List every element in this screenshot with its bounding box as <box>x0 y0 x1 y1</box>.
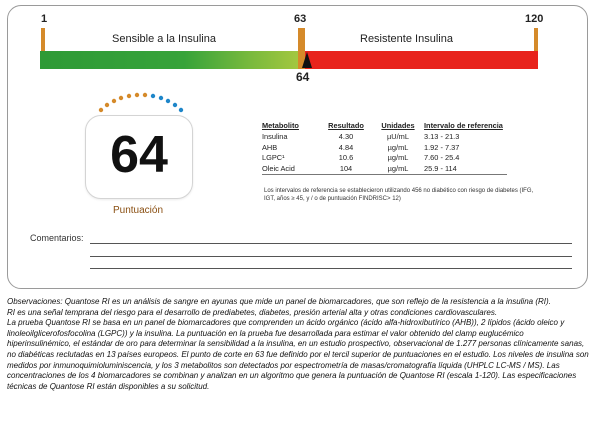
scale-max-label: 120 <box>525 13 544 25</box>
sensitive-zone-label: Sensible a la Insulina <box>112 33 216 45</box>
table-row <box>262 164 507 175</box>
comment-line <box>90 243 572 244</box>
resistant-zone-bar <box>305 51 538 69</box>
score-caption: Puntuación <box>112 205 164 216</box>
scale-threshold-label: 63 <box>294 13 307 25</box>
cell-unit: µg/mL <box>387 153 409 162</box>
scale-min-label: 1 <box>41 13 48 25</box>
observations-paragraph: Observaciones: Quantose RI es un análisis de sangre en ayunas que mide un panel de biomarcadores, que son reflejo de la resistencia a la insulina (RI). <box>7 297 551 306</box>
cell-metabolite: Insulina <box>262 132 288 141</box>
table-header-row <box>262 121 507 132</box>
score-arrow-icon <box>302 52 312 68</box>
cell-unit: µU/mL <box>387 132 409 141</box>
header-intervalo: Intervalo de referencia <box>424 121 503 130</box>
comment-line <box>90 268 572 269</box>
header-resultado: Resultado <box>328 121 364 130</box>
cell-reference: 7.60 - 25.4 <box>424 153 460 162</box>
cell-metabolite: LGPC¹ <box>262 153 285 162</box>
observations-text <box>7 297 589 392</box>
table-row <box>262 132 507 143</box>
header-unidades: Unidades <box>381 121 415 130</box>
cell-result: 10.6 <box>338 153 354 162</box>
cell-metabolite: Oleic Acid <box>262 164 320 175</box>
comments-label: Comentarios: <box>30 233 84 243</box>
score-box <box>85 115 193 199</box>
resistant-zone-label: Resistente Insulina <box>360 33 453 45</box>
sensitive-zone-bar <box>40 51 302 69</box>
cell-metabolite: AHB <box>262 142 278 152</box>
table-row <box>262 143 507 154</box>
cell-reference: 25.9 - 114 <box>424 164 507 175</box>
cell-result: 104 <box>320 164 376 175</box>
results-table <box>262 121 507 175</box>
reference-note: Los intervalos de referencia se establecieron utilizando 456 no diabético con riesgo de diabetes (IFG, IGT, años ≥ 45, y / o de puntuación FINDRISC> 12) <box>264 188 534 202</box>
header-metabolito: Metabolito <box>262 121 299 130</box>
score-arc-icon <box>70 86 210 116</box>
observations-paragraph: RI es una señal temprana del riesgo para el desarrollo de prediabetes, diabetes, presión arterial alta y otras condiciones cardiovasculares. <box>7 307 498 317</box>
cell-unit: µg/mL <box>376 164 424 175</box>
score-marker-label: 64 <box>296 70 310 84</box>
score-value: 64 <box>110 126 168 184</box>
table-row <box>262 153 507 164</box>
cell-result: 4.84 <box>338 142 354 152</box>
cell-unit: µg/mL <box>387 142 409 152</box>
cell-result: 4.30 <box>338 132 354 141</box>
comment-line <box>90 256 572 257</box>
cell-reference: 1.92 - 7.37 <box>424 142 460 152</box>
scale-min-tick <box>41 28 45 51</box>
cell-reference: 3.13 - 21.3 <box>424 132 460 141</box>
observations-paragraph: La prueba Quantose RI se basa en un panel de biomarcadores que comprenden un ácido orgánico (ácido alfa-hidroxibutírico (AHB)), 2 lípidos (ácido oleico y linoleoilglicerofosfocolina (LGPC)) y la insulina. La puntuación en la prueba fue desarrollada para estimar el valor obtenido del clamp euglucémico hiperinsulinémico, el estándar de oro para determinar la sensibilidad a la insulina, en un estudio prospectivo, observacional de 1.277 personas clínicamente sanas, no diabéticas reclutadas en 13 países europeos. El punto de corte en 63 fue definido por el tercil superior de puntuaciones en el estudio. Los niveles de insulina son medidos por inmunoquimioluminiscencia, y los 3 metabolitos son detectados por espectrometría de masas/cromatografía líquida (UHPLC LC-MS / MS). Las concentraciones de los 4 biomarcadores se combinan y analizan en un algoritmo que genera la puntuación de Quantose RI (escala 1-120). Las especificaciones técnicas de Quantose RI están disponibles a su solicitud. <box>7 318 589 391</box>
